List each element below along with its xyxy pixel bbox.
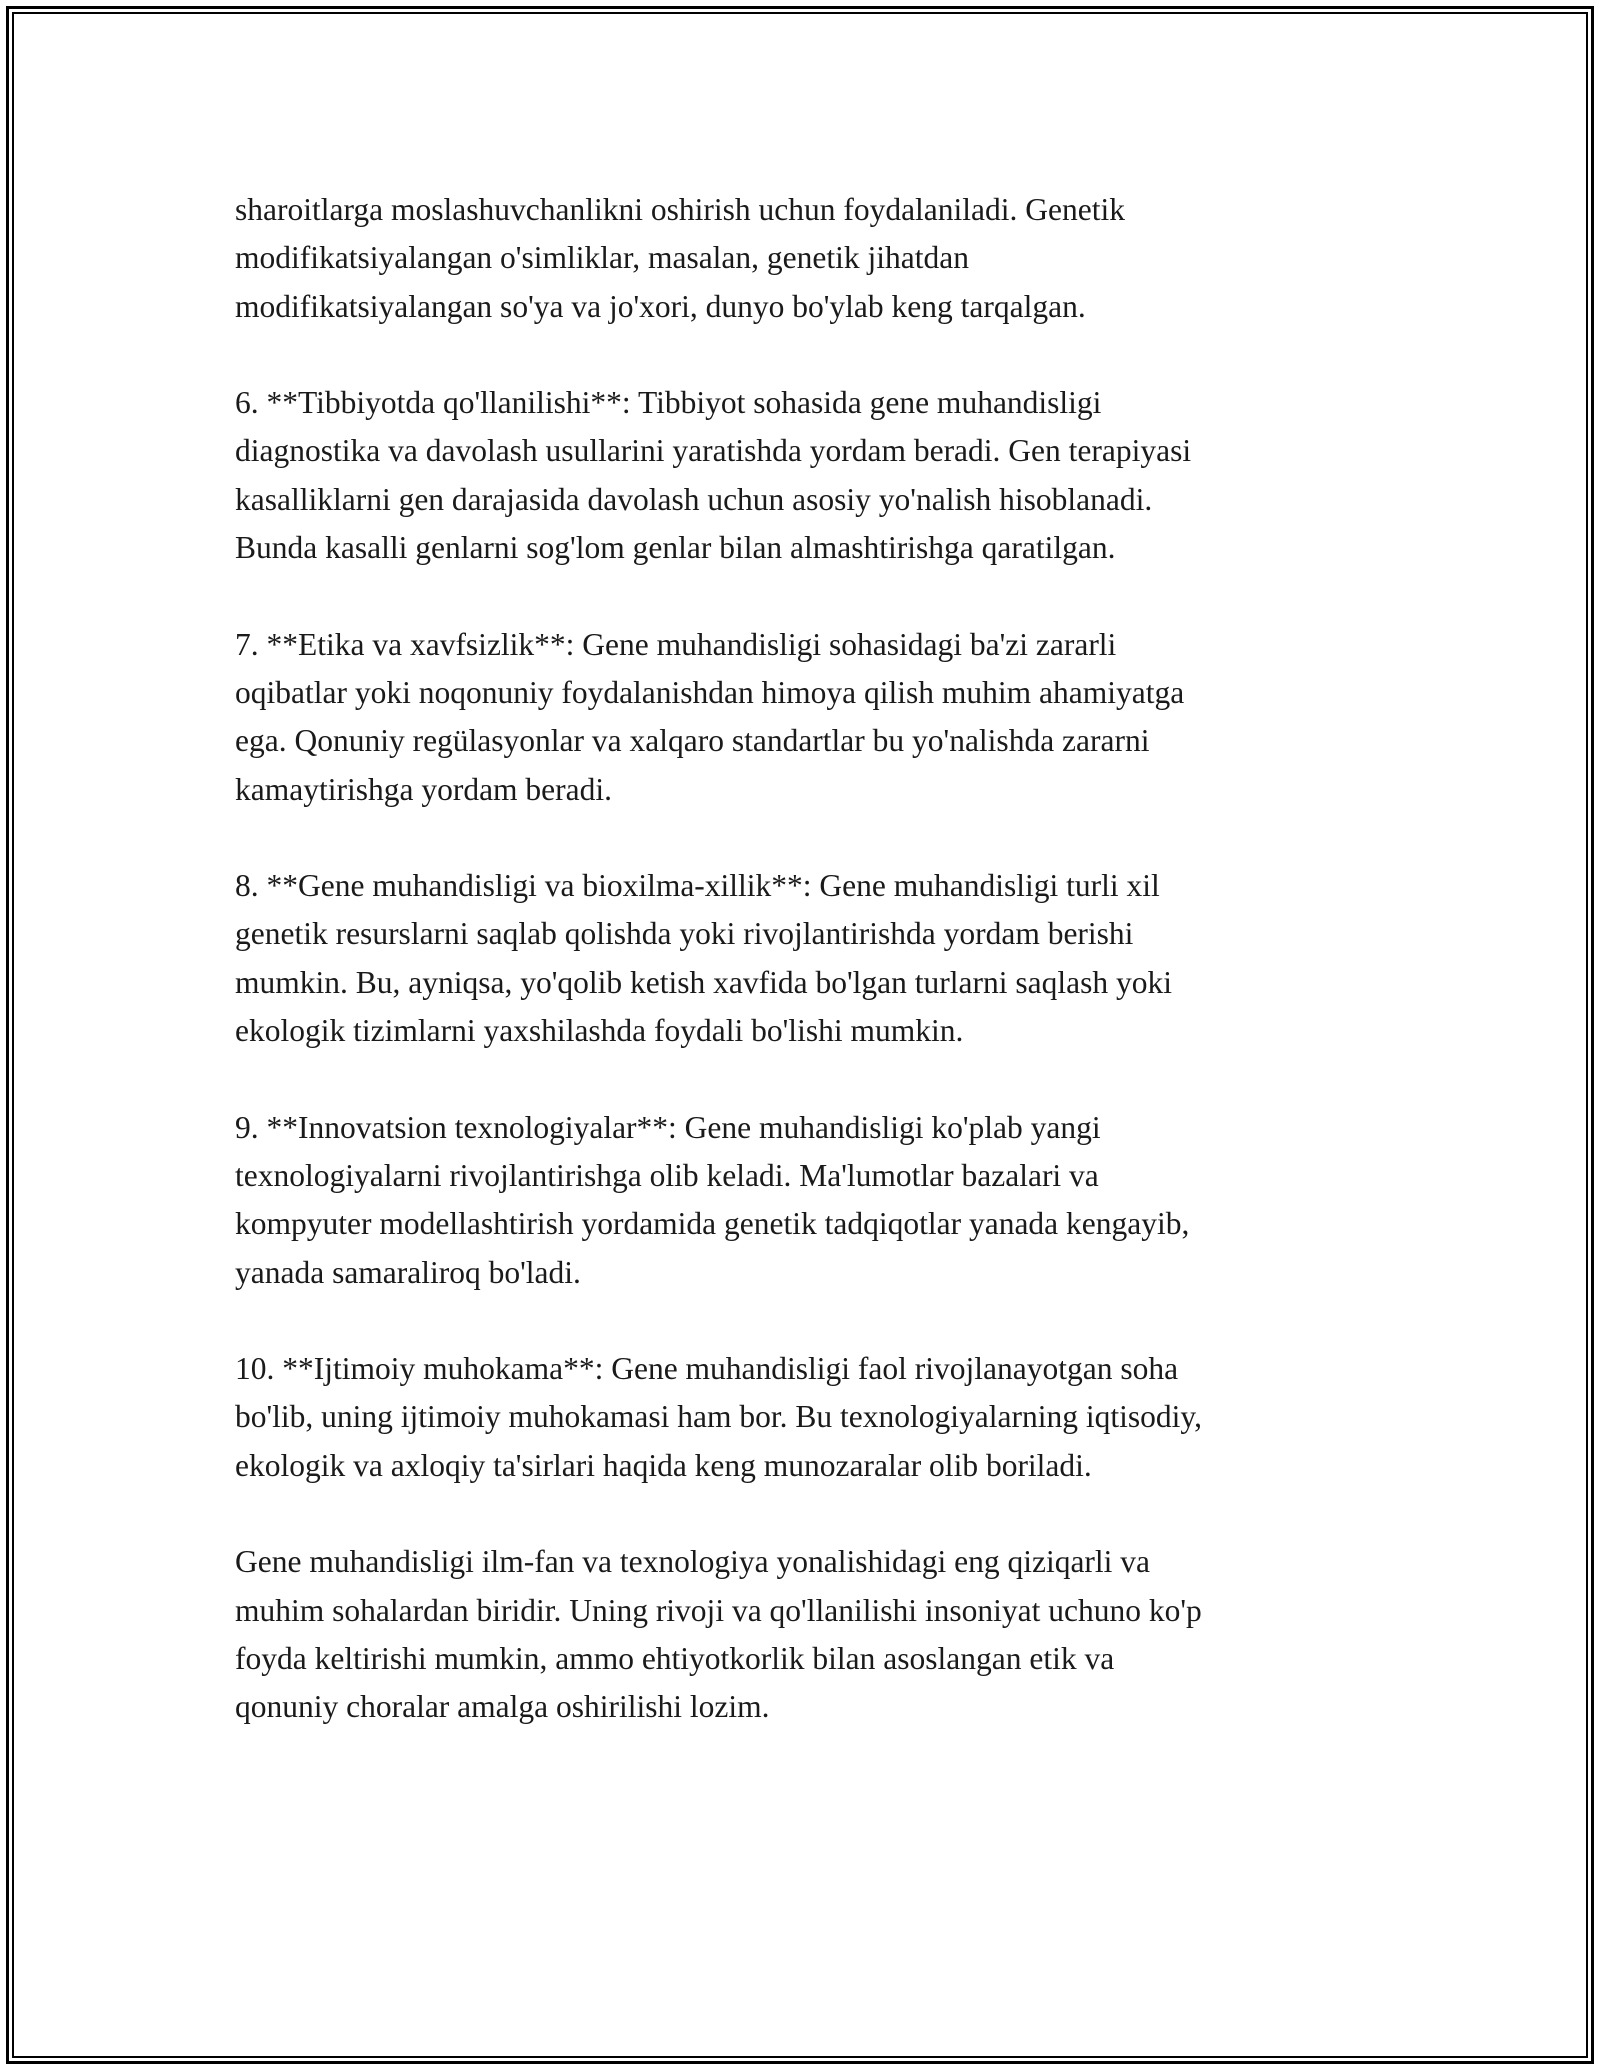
- paragraph-item-6: 6. **Tibbiyotda qo'llanilishi**: Tibbiyot sohasida gene muhandisligi diagnostika va davolash usullarini yaratishda yordam beradi. Gen terapiyasi kasalliklarni gen darajasida davolash uchun asosiy yo'nalish hisoblanadi. Bunda kasalli genlarni sog'lom genlar bilan almashtirishga qaratilgan.: [235, 385, 1192, 566]
- paragraph-item-7: 7. **Etika va xavfsizlik**: Gene muhandisligi sohasidagi ba'zi zararli oqibatlar yoki noqonuniy foydalanishdan himoya qilish muhim ahamiyatga ega. Qonuniy regülasyonlar va xalqaro standartlar bu yo'nalishda zararni kamaytirishga yordam beradi.: [235, 626, 1185, 807]
- paragraph-conclusion: Gene muhandisligi ilm-fan va texnologiya yonalishidagi eng qiziqarli va muhim sohalardan biridir. Uning rivoji va qo'llanilishi insoniyat uchuno ko'p foyda keltirishi mumkin, ammo ehtiyotkorlik bilan asoslangan etik va qonuniy choralar amalga oshirilishi lozim.: [235, 1544, 1202, 1725]
- paragraph-intro-continuation: sharoitlarga moslashuvchanlikni oshirish uchun foydalaniladi. Genetik modifikatsiyalangan o'simliklar, masalan, genetik jihatdan modifikatsiyalangan so'ya va jo'xori, dunyo bo'ylab keng tarqalgan.: [235, 192, 1125, 324]
- paragraph-item-8: 8. **Gene muhandisligi va bioxilma-xillik**: Gene muhandisligi turli xil genetik resurslarni saqlab qolishda yoki rivojlantirishda yordam berishi mumkin. Bu, ayniqsa, yo'qolib ketish xavfida bo'lgan turlarni saqlash yoki ekologik tizimlarni yaxshilashda foydali bo'lishi mumkin.: [235, 868, 1172, 1049]
- paragraph-item-10: 10. **Ijtimoiy muhokama**: Gene muhandisligi faol rivojlanayotgan soha bo'lib, uning ijtimoiy muhokamasi ham bor. Bu texnologiyalarning iqtisodiy, ekologik va axloqiy ta'sirlari haqida keng munozaralar olib boriladi.: [235, 1351, 1202, 1483]
- document-body: [235, 186, 1385, 1732]
- paragraph-item-9: 9. **Innovatsion texnologiyalar**: Gene muhandisligi ko'plab yangi texnologiyalarni rivojlantirishga olib keladi. Ma'lumotlar bazalari va kompyuter modellashtirish yordamida genetik tadqiqotlar yanada kengayib, yanada samaraliroq bo'ladi.: [235, 1109, 1190, 1290]
